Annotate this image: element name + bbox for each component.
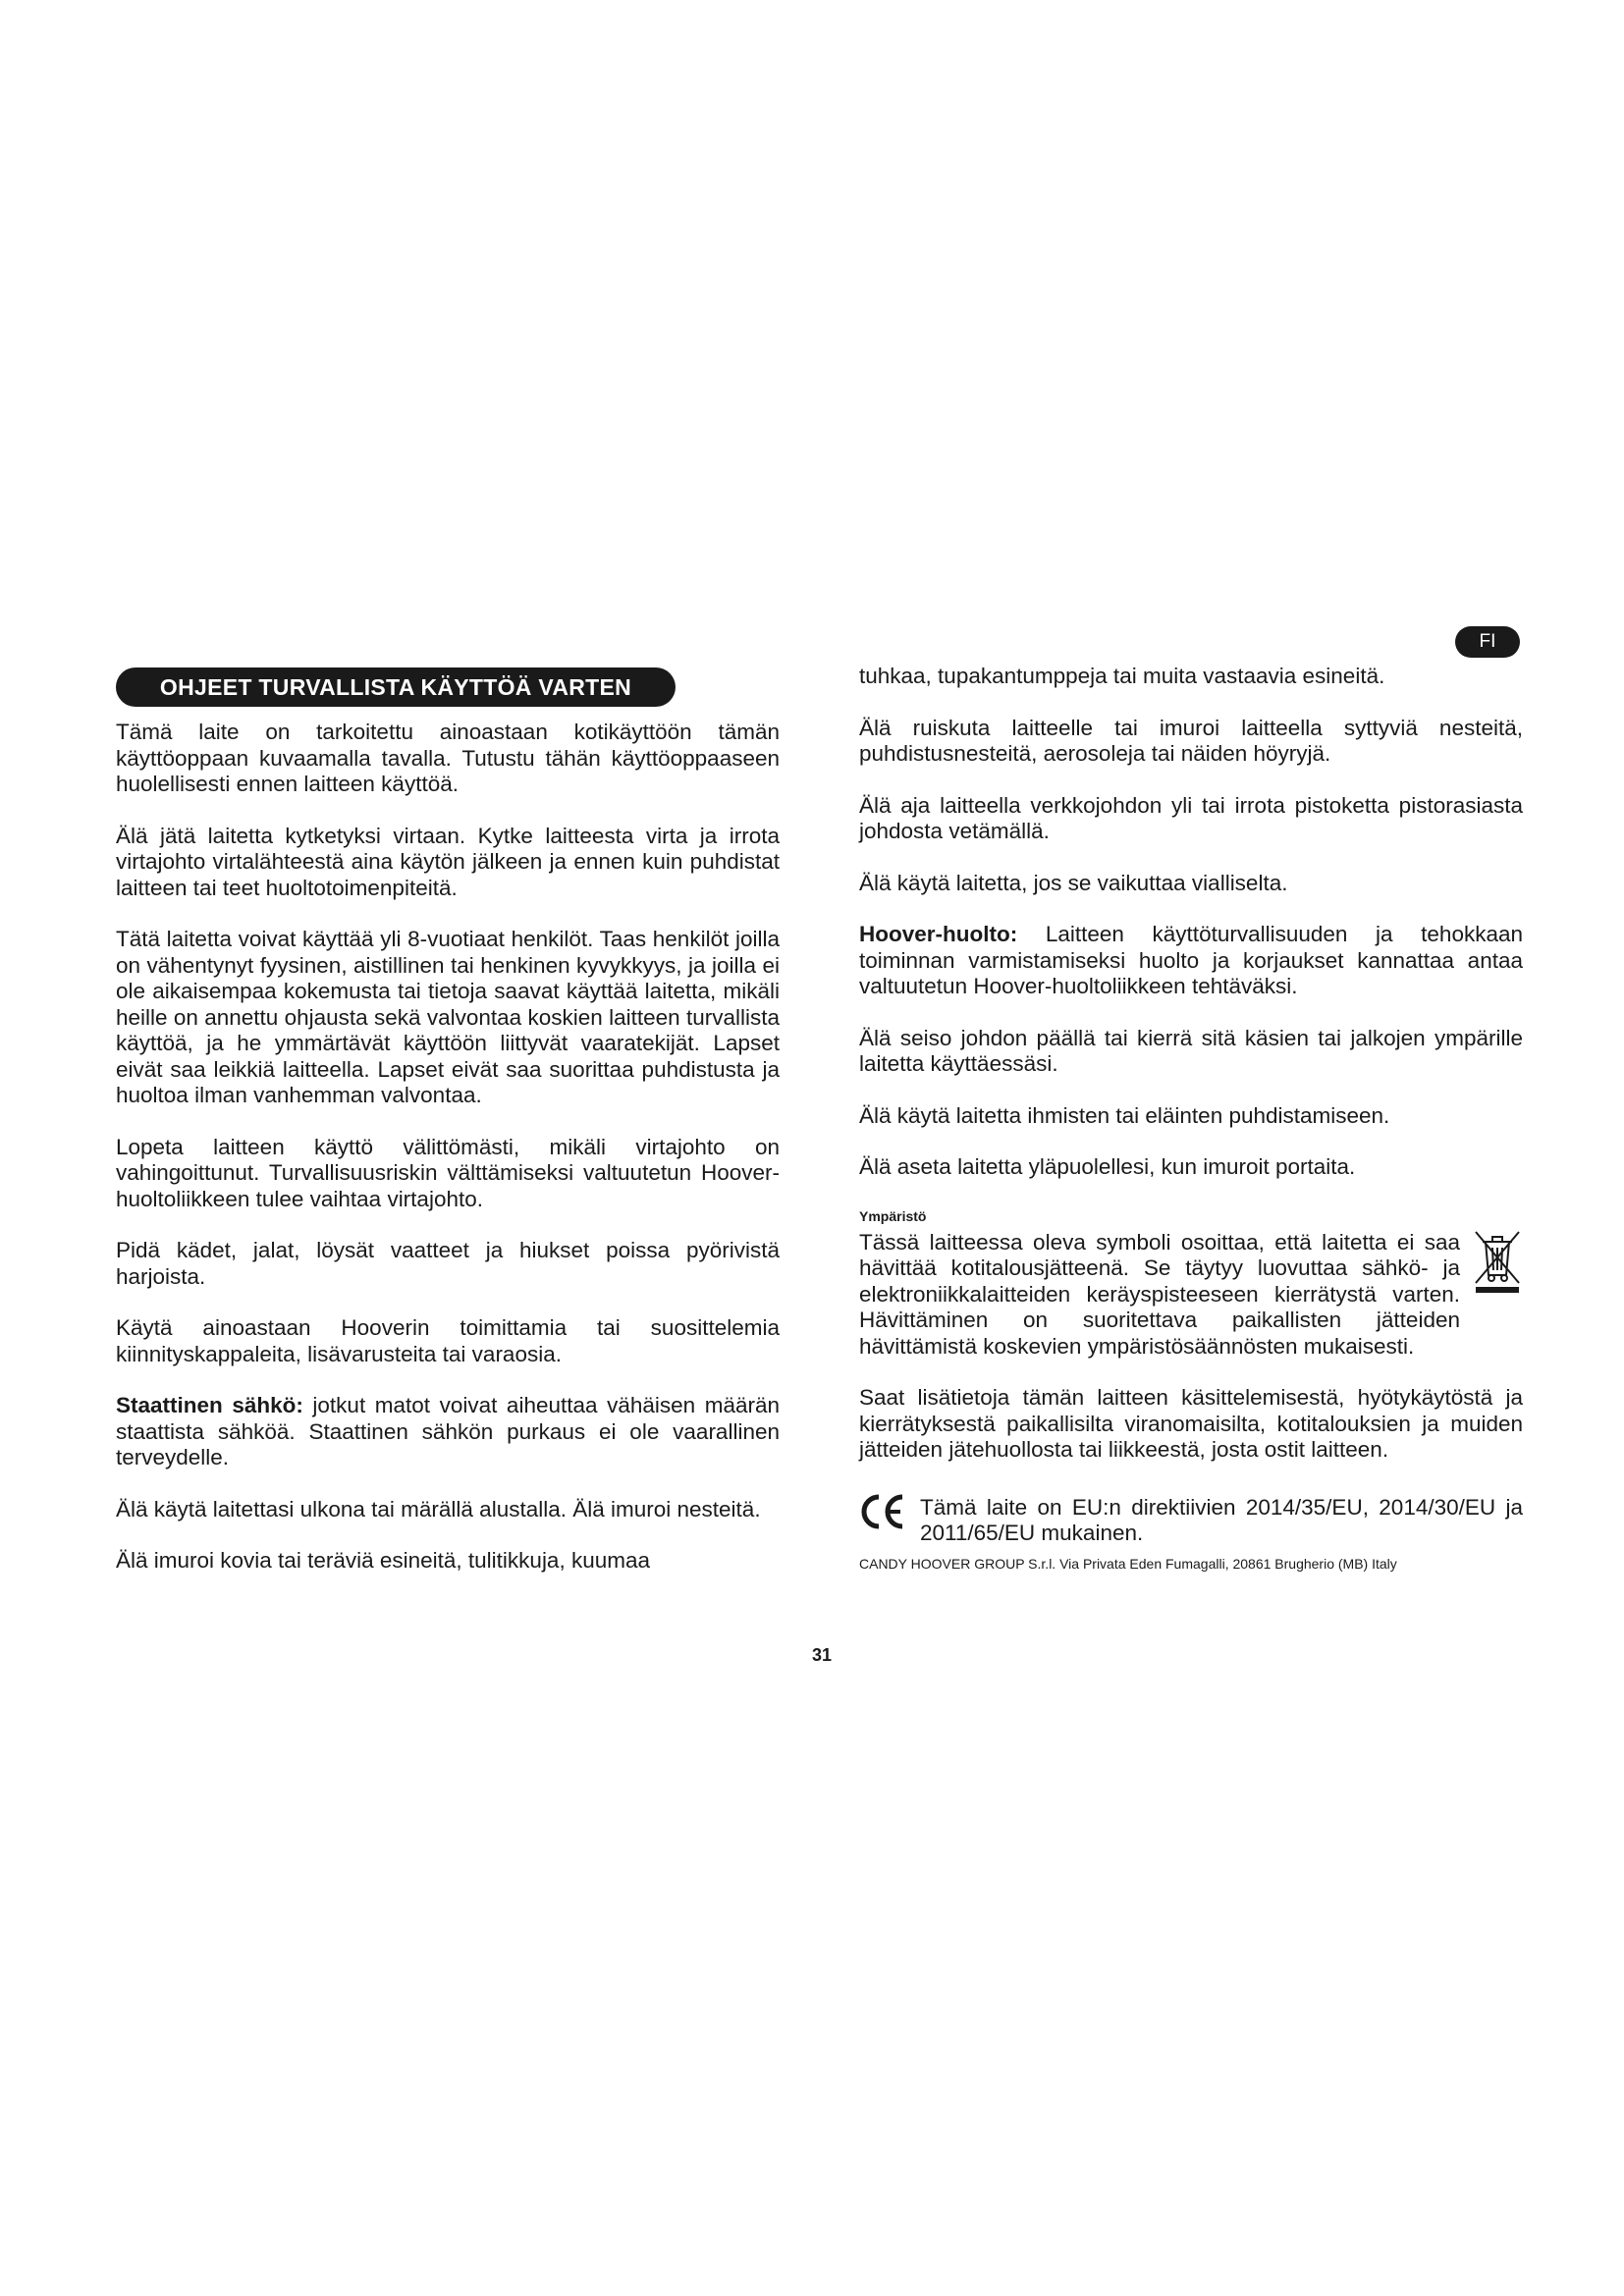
- page-number: 31: [811, 1645, 833, 1665]
- service-text: Laitteen käyttöturvallisuuden ja tehokkaan toiminnan varmistamiseksi huolto ja korjaukset kannattaa antaa valtuutetun Hoover-huoltoliikkeen tehtäväksi.: [859, 922, 1523, 998]
- paragraph-faulty: Älä käytä laitetta, jos se vaikuttaa vialliselta.: [859, 870, 1288, 895]
- paragraph-brushes: Pidä kädet, jalat, löysät vaatteet ja hiukset poissa pyörivistä harjoista.: [116, 1238, 780, 1289]
- paragraph-static: [116, 1393, 780, 1471]
- paragraph-people-animals: Älä käytä laitetta ihmisten tai eläinten puhdistamiseen.: [859, 1102, 1390, 1128]
- paragraph-stairs: Älä aseta laitetta yläpuolellesi, kun imuroit portaita.: [859, 1154, 1356, 1179]
- language-badge: FI: [1455, 626, 1520, 658]
- left-column: [116, 720, 780, 1600]
- static-heading: Staattinen sähkö:: [116, 1393, 303, 1417]
- paragraph-intended-use: Tämä laite on tarkoitettu ainoastaan kotikäyttöön tämän käyttöoppaan kuvaamalla tavalla. Tutustu tähän käyttöoppaaseen huolellisesti ennen laitteen käyttöä.: [116, 720, 780, 796]
- paragraph-service: [859, 922, 1523, 1000]
- ce-mark-icon: [859, 1491, 920, 1532]
- section-title: OHJEET TURVALLISTA KÄYTTÖÄ VARTEN: [116, 667, 676, 707]
- weee-bin-icon: [1472, 1226, 1523, 1293]
- paragraph-outdoors: Älä käytä laitettasi ulkona tai märällä alustalla. Älä imuroi nesteitä.: [116, 1496, 761, 1522]
- environment-text: Tässä laitteessa oleva symboli osoittaa, että laitetta ei saa hävittää kotitalousjätteenä. Se täytyy luovuttaa sähkö- ja elektroniikkalaitteiden keräyspisteeseen kierrätystä varten. Hävittäminen on suoritettava paikallisten jätteiden hävittämistä koskevien ympäristösäännösten mukaisesti.: [859, 1229, 1460, 1359]
- manufacturer-address: CANDY HOOVER GROUP S.r.l. Via Privata Eden Fumagalli, 20861 Brugherio (MB) Italy: [859, 1555, 1397, 1572]
- paragraph-sharp-objects: Älä imuroi kovia tai teräviä esineitä, tulitikkuja, kuumaa: [116, 1548, 650, 1573]
- paragraph-cord-standing: Älä seiso johdon päällä tai kierrä sitä käsien tai jalkojen ympärille laitetta käyttäessäsi.: [859, 1025, 1523, 1076]
- static-text: jotkut matot voivat aiheuttaa vähäisen määrän staattista sähköä. Staattinen sähkön purkaus ei ole vaarallinen terveydelle.: [116, 1393, 780, 1469]
- service-heading: Hoover-huolto:: [859, 922, 1018, 946]
- ce-text: Tämä laite on EU:n direktiivien 2014/35/EU, 2014/30/EU ja 2011/65/EU mukainen.: [920, 1494, 1523, 1545]
- paragraph-children: Tätä laitetta voivat käyttää yli 8-vuotiaat henkilöt. Taas henkilöt joilla on vähentynyt fyysinen, aistillinen tai henkinen kyvykkyys, ja joilla ei ole aikaisempaa kokemusta tai tietoja saavat käyttää laitetta, mikäli heille on annettu ohjausta sekä valvontaa koskien laitteen turvallista käyttöä, ja he ymmärtävät käyttöön liittyvät vaaratekijät. Lapset eivät saa leikkiä laitteella. Lapset eivät saa suorittaa puhdistusta ja huoltoa ilman vanhemman valvontaa.: [116, 927, 780, 1107]
- paragraph-unplug: Älä jätä laitetta kytketyksi virtaan. Kytke laitteesta virta ja irrota virtajohto virtalähteestä aina käytön jälkeen ja ennen kuin puhdistat laitteen tai teet huoltotoimenpiteitä.: [116, 823, 780, 900]
- paragraph-cord-pull: Älä aja laitteella verkkojohdon yli tai irrota pistoketta pistorasiasta johdosta vetämällä.: [859, 792, 1523, 843]
- ce-section: [859, 1491, 1523, 1545]
- environment-section: [859, 1206, 1523, 1464]
- environment-title: Ympäristö: [859, 1207, 927, 1224]
- right-column: [859, 664, 1523, 1574]
- paragraph-ash: tuhkaa, tupakantumppeja tai muita vastaavia esineitä.: [859, 664, 1385, 688]
- paragraph-flammable: Älä ruiskuta laitteelle tai imuroi laitteella syttyviä nesteitä, puhdistusnesteitä, aerosoleja tai näiden höyryjä.: [859, 715, 1523, 766]
- environment-text-more: Saat lisätietoja tämän laitteen käsittelemisestä, hyötykäytöstä ja kierrätyksestä paikallisilta viranomaisilta, kotitalouksien ja muiden jätteiden jätehuollosta tai liikkeestä, josta ostit laitteen.: [859, 1385, 1523, 1462]
- paragraph-damaged-cord: Lopeta laitteen käyttö välittömästi, mikäli virtajohto on vahingoittunut. Turvallisuusriskin välttämiseksi valtuutetun Hoover-huoltoliikkeen tulee vaihtaa virtajohto.: [116, 1134, 780, 1211]
- paragraph-accessories: Käytä ainoastaan Hooverin toimittamia tai suosittelemia kiinnityskappaleita, lisävarusteita tai varaosia.: [116, 1315, 780, 1366]
